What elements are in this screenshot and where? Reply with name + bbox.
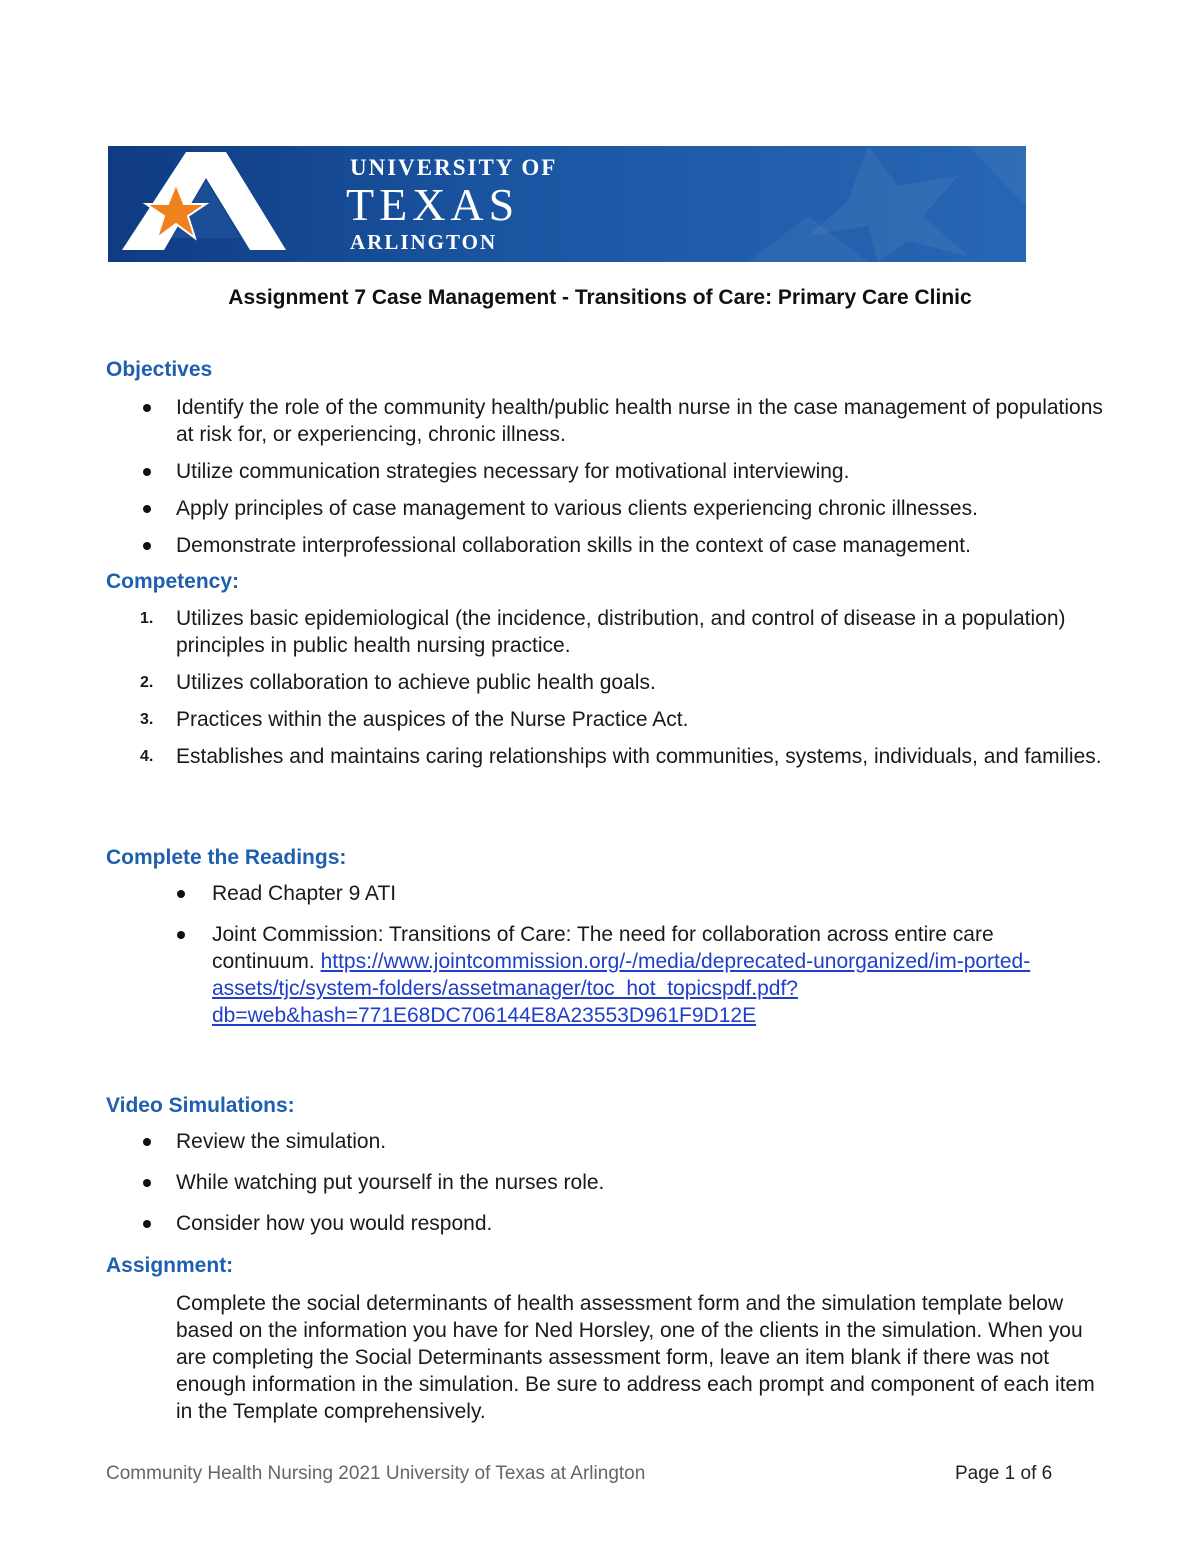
item-text: Establishes and maintains caring relationships with communities, systems, individuals, and families.	[176, 745, 1102, 768]
item-text: Utilizes collaboration to achieve public health goals.	[176, 671, 656, 694]
list-item: Demonstrate interprofessional collaboration skills in the context of case management.	[176, 532, 1106, 559]
readings-heading: Complete the Readings:	[106, 846, 347, 869]
reading-link[interactable]: https://www.jointcommission.org/-/media/deprecated-unorganized/im-ported-assets/tjc/system-folders/assetmanager/toc_hot_topicspdf.pdf?db=web&hash=771E68DC706144E8A23553D961F9D12E	[212, 950, 1031, 1027]
list-item: Utilize communication strategies necessary for motivational interviewing.	[176, 458, 1106, 485]
item-number: 2.	[140, 674, 154, 691]
banner-line-university-of: UNIVERSITY OF	[350, 155, 558, 180]
list-item: Consider how you would respond.	[176, 1210, 1106, 1237]
list-item	[140, 669, 1106, 696]
item-text: Utilizes basic epidemiological (the incidence, distribution, and control of disease in a population) principles in public health nursing practice.	[176, 607, 1066, 657]
assignment-heading: Assignment:	[106, 1254, 234, 1277]
list-item: Review the simulation.	[176, 1128, 1106, 1155]
uta-a-logo-icon	[108, 146, 338, 262]
list-item: While watching put yourself in the nurses role.	[176, 1169, 1106, 1196]
university-banner	[108, 146, 1026, 262]
banner-line-arlington: ARLINGTON	[350, 230, 498, 254]
objectives-heading: Objectives	[106, 358, 213, 381]
list-item: Apply principles of case management to various clients experiencing chronic illnesses.	[176, 495, 1106, 522]
assignment-text: Complete the social determinants of health assessment form and the simulation template below based on the information you have for Ned Horsley, one of the clients in the simulation. When you are completing the Social Determinants assessment form, leave an item blank if there was not enough information in the simulation. Be sure to address each prompt and component of each item in the Template comprehensively.	[176, 1292, 1095, 1423]
list-item	[140, 706, 1106, 733]
competency-list	[140, 605, 1106, 770]
video-list	[176, 1128, 1106, 1237]
video-simulations-heading: Video Simulations:	[106, 1094, 295, 1117]
objectives-list	[176, 394, 1106, 559]
competency-heading: Competency:	[106, 570, 240, 593]
item-number: 3.	[140, 711, 154, 728]
page-title: Assignment 7 Case Management - Transitions of Care: Primary Care Clinic	[228, 286, 972, 309]
list-item	[140, 605, 1106, 659]
banner-line-texas: TEXAS	[346, 179, 520, 230]
list-item	[212, 921, 1102, 1029]
list-item: Read Chapter 9 ATI	[212, 880, 1102, 907]
item-number: 1.	[140, 610, 154, 627]
footer-text: Community Health Nursing 2021 University of Texas at Arlington	[106, 1463, 646, 1484]
list-item	[140, 743, 1106, 770]
reading-description: Joint Commission: Transitions of Care: The need for collaboration across entire care continuum.	[212, 923, 994, 973]
item-number: 4.	[140, 748, 154, 765]
readings-list	[212, 880, 1102, 1029]
item-text: Practices within the auspices of the Nurse Practice Act.	[176, 708, 689, 731]
page-number: Page 1 of 6	[955, 1463, 1053, 1484]
list-item: Identify the role of the community health/public health nurse in the case management of populations at risk for, or experiencing, chronic illness.	[176, 394, 1106, 448]
